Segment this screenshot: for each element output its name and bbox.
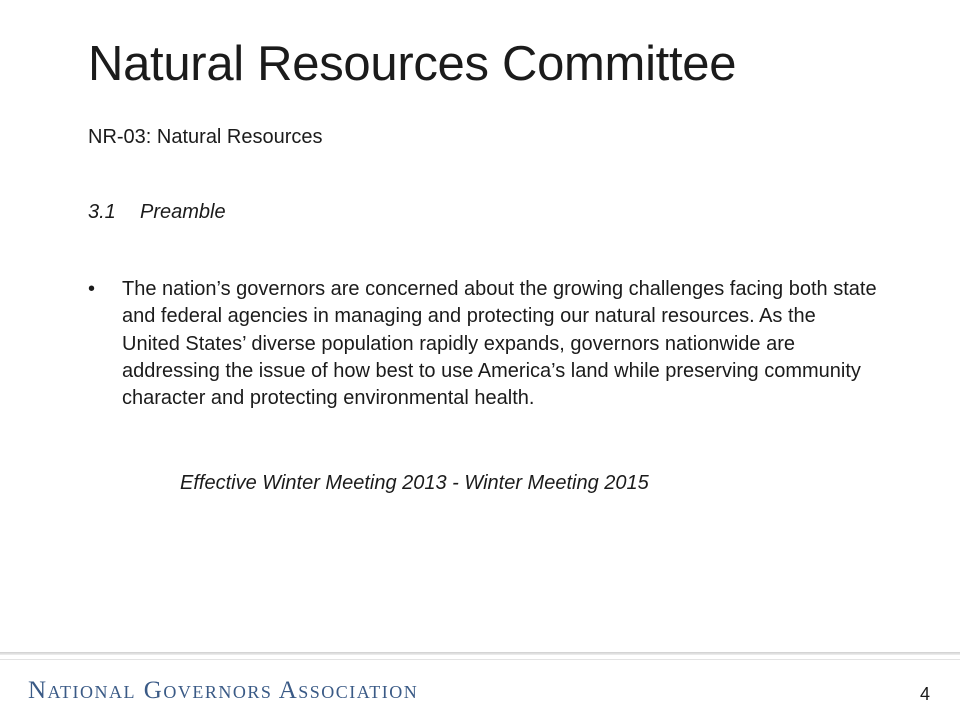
- footer-rule: [0, 659, 960, 660]
- bullet-text: The nation’s governors are concerned about the growing challenges facing both state and federal agencies in managing and protecting our natural resources. As the United States’ diverse population rapidly expands, governors nationwide are addressing the issue of how best to use America’s land while preserving community character and protecting environmental health.: [122, 278, 877, 410]
- bullet-marker: •: [88, 278, 96, 300]
- bullet-item: [88, 276, 878, 412]
- footer-divider: [0, 652, 960, 655]
- section-heading: [88, 199, 226, 225]
- slide-title: Natural Resources Committee: [88, 37, 737, 91]
- policy-code: NR-03: Natural Resources: [88, 126, 323, 148]
- organization-logo-text: National Governors Association: [28, 677, 419, 704]
- effective-dates: Effective Winter Meeting 2013 - Winter Meeting 2015: [180, 472, 649, 494]
- section-number: 3.1: [88, 201, 116, 223]
- page-number: 4: [919, 684, 930, 704]
- section-title: Preamble: [140, 201, 226, 223]
